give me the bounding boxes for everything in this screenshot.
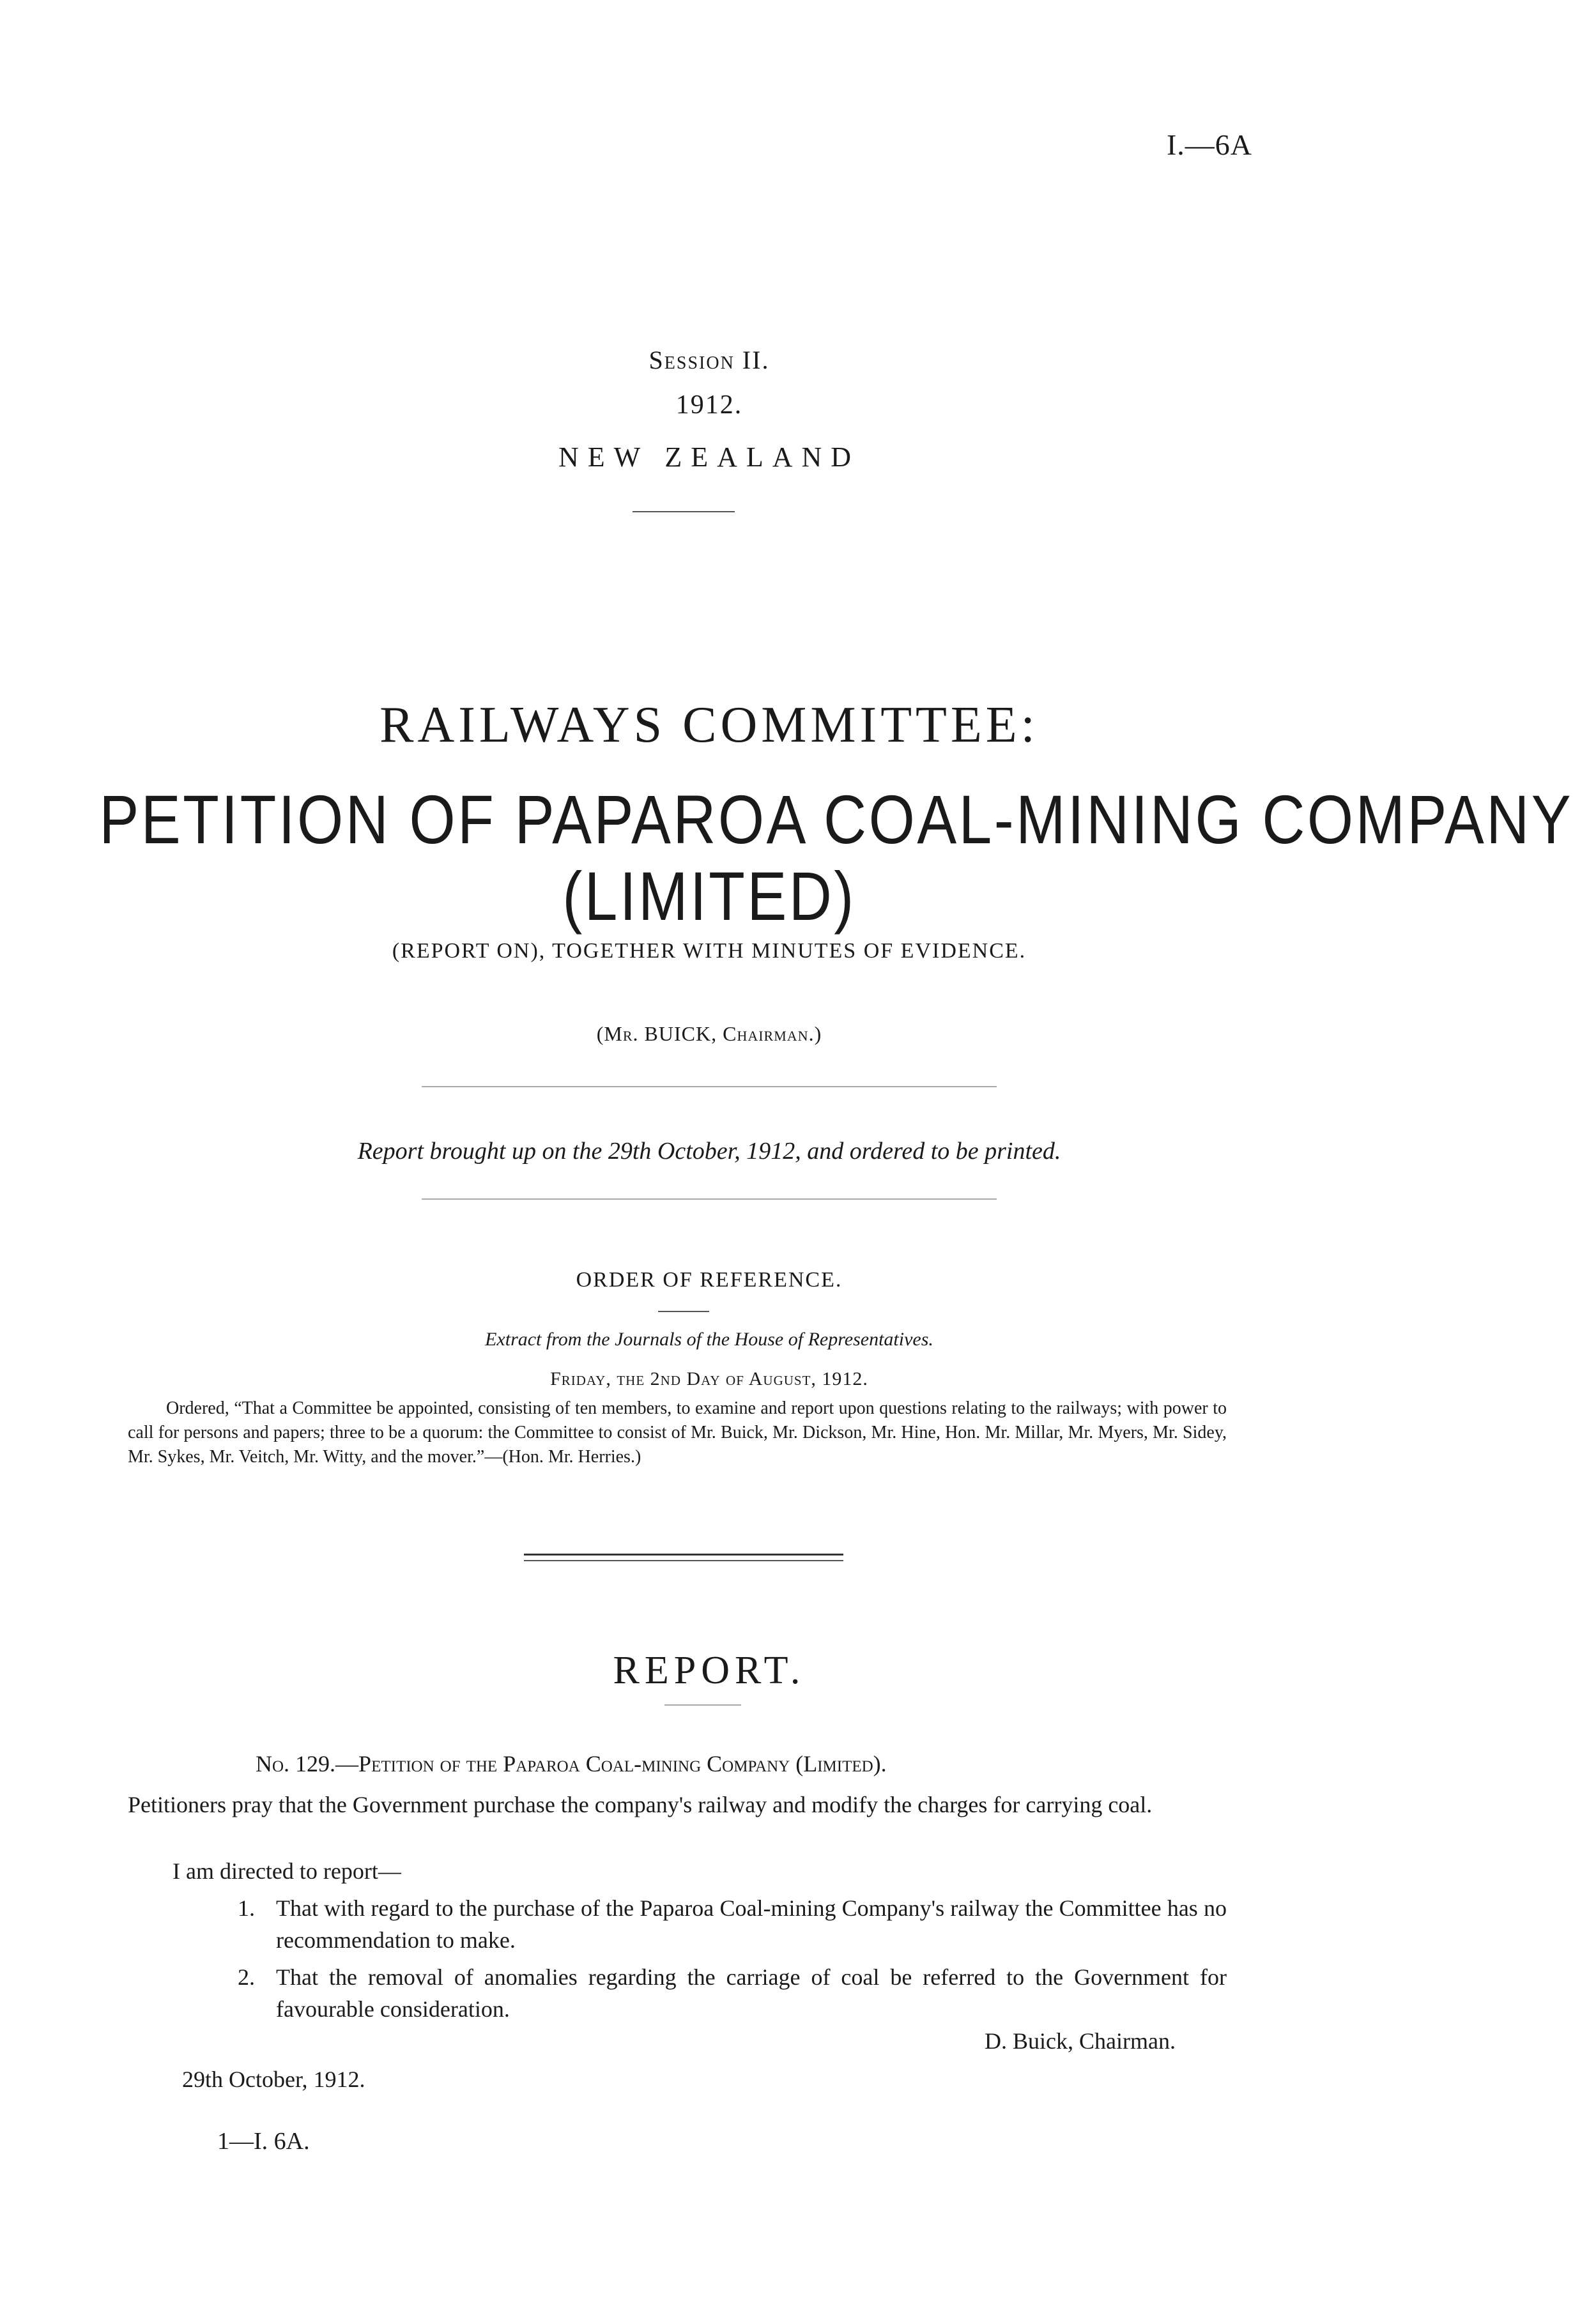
divider-lower bbox=[422, 1198, 997, 1200]
recommendation-number: 1. bbox=[238, 1895, 255, 1921]
report-heading: REPORT. bbox=[613, 1649, 806, 1692]
report-date: 29th October, 1912. bbox=[182, 2067, 365, 2092]
document-subtitle: (REPORT ON), TOGETHER WITH MINUTES OF EVIDENCE. bbox=[392, 939, 1027, 963]
order-of-reference-heading: ORDER OF REFERENCE. bbox=[576, 1268, 843, 1292]
order-text bbox=[128, 1396, 1227, 1469]
divider-upper bbox=[422, 1086, 997, 1087]
section-double-rule-top bbox=[524, 1554, 843, 1556]
session-label: Session II. bbox=[648, 346, 770, 374]
chairman-signature: D. Buick, Chairman. bbox=[985, 2028, 1176, 2054]
recommendation-text: That the removal of anomalies regarding the carriage of coal be referred to the Government for favourable consideration. bbox=[276, 1964, 1227, 2022]
recommendation-number: 2. bbox=[238, 1964, 255, 1990]
petition-item-title: No. 129.—Petition of the Paparoa Coal-mining Company (Limited). bbox=[256, 1751, 887, 1777]
recommendation-text: That with regard to the purchase of the Paparoa Coal-mining Company's railway the Committee has no recommendation to make. bbox=[276, 1895, 1227, 1953]
petition-prayer: Petitioners pray that the Government purchase the company's railway and modify the charges for carrying coal. bbox=[128, 1792, 1153, 1817]
document-code: I.—6A bbox=[1166, 128, 1252, 161]
journal-extract-line: Extract from the Journals of the House of Representatives. bbox=[485, 1329, 933, 1350]
page-reference: 1—I. 6A. bbox=[217, 2128, 310, 2155]
petition-title-line-1: PETITION OF PAPAROA COAL-MINING COMPANY bbox=[99, 781, 1573, 858]
section-double-rule-bottom bbox=[524, 1560, 843, 1561]
committee-title: RAILWAYS COMMITTEE: bbox=[380, 697, 1039, 753]
petition-title-line-2: (LIMITED) bbox=[562, 857, 856, 935]
report-heading-rule bbox=[664, 1704, 741, 1706]
title-divider bbox=[633, 511, 735, 512]
report-brought-line: Report brought up on the 29th October, 1912, and ordered to be printed. bbox=[357, 1138, 1061, 1165]
order-date-line: Friday, the 2nd Day of August, 1912. bbox=[550, 1368, 868, 1389]
country-label: NEW ZEALAND bbox=[558, 441, 861, 473]
directed-line: I am directed to report— bbox=[173, 1858, 401, 1884]
order-heading-rule bbox=[658, 1311, 709, 1312]
year-label: 1912. bbox=[675, 390, 743, 420]
order-paragraph: Ordered, “That a Committee be appointed, consisting of ten members, to examine and report upon questions relating to the railways; with power to call for persons and papers; three to be a quorum: the Committee to consist of Mr. Buick, Mr. Dickson, Mr. Hine, Hon. Mr. Millar, Mr. Myers, Mr. Sidey, Mr. Sykes, Mr. Veitch, Mr. Witty, and the mover.”—(Hon. Mr. Herries.) bbox=[128, 1398, 1227, 1467]
chairman-line: (Mr. BUICK, Chairman.) bbox=[596, 1022, 822, 1045]
